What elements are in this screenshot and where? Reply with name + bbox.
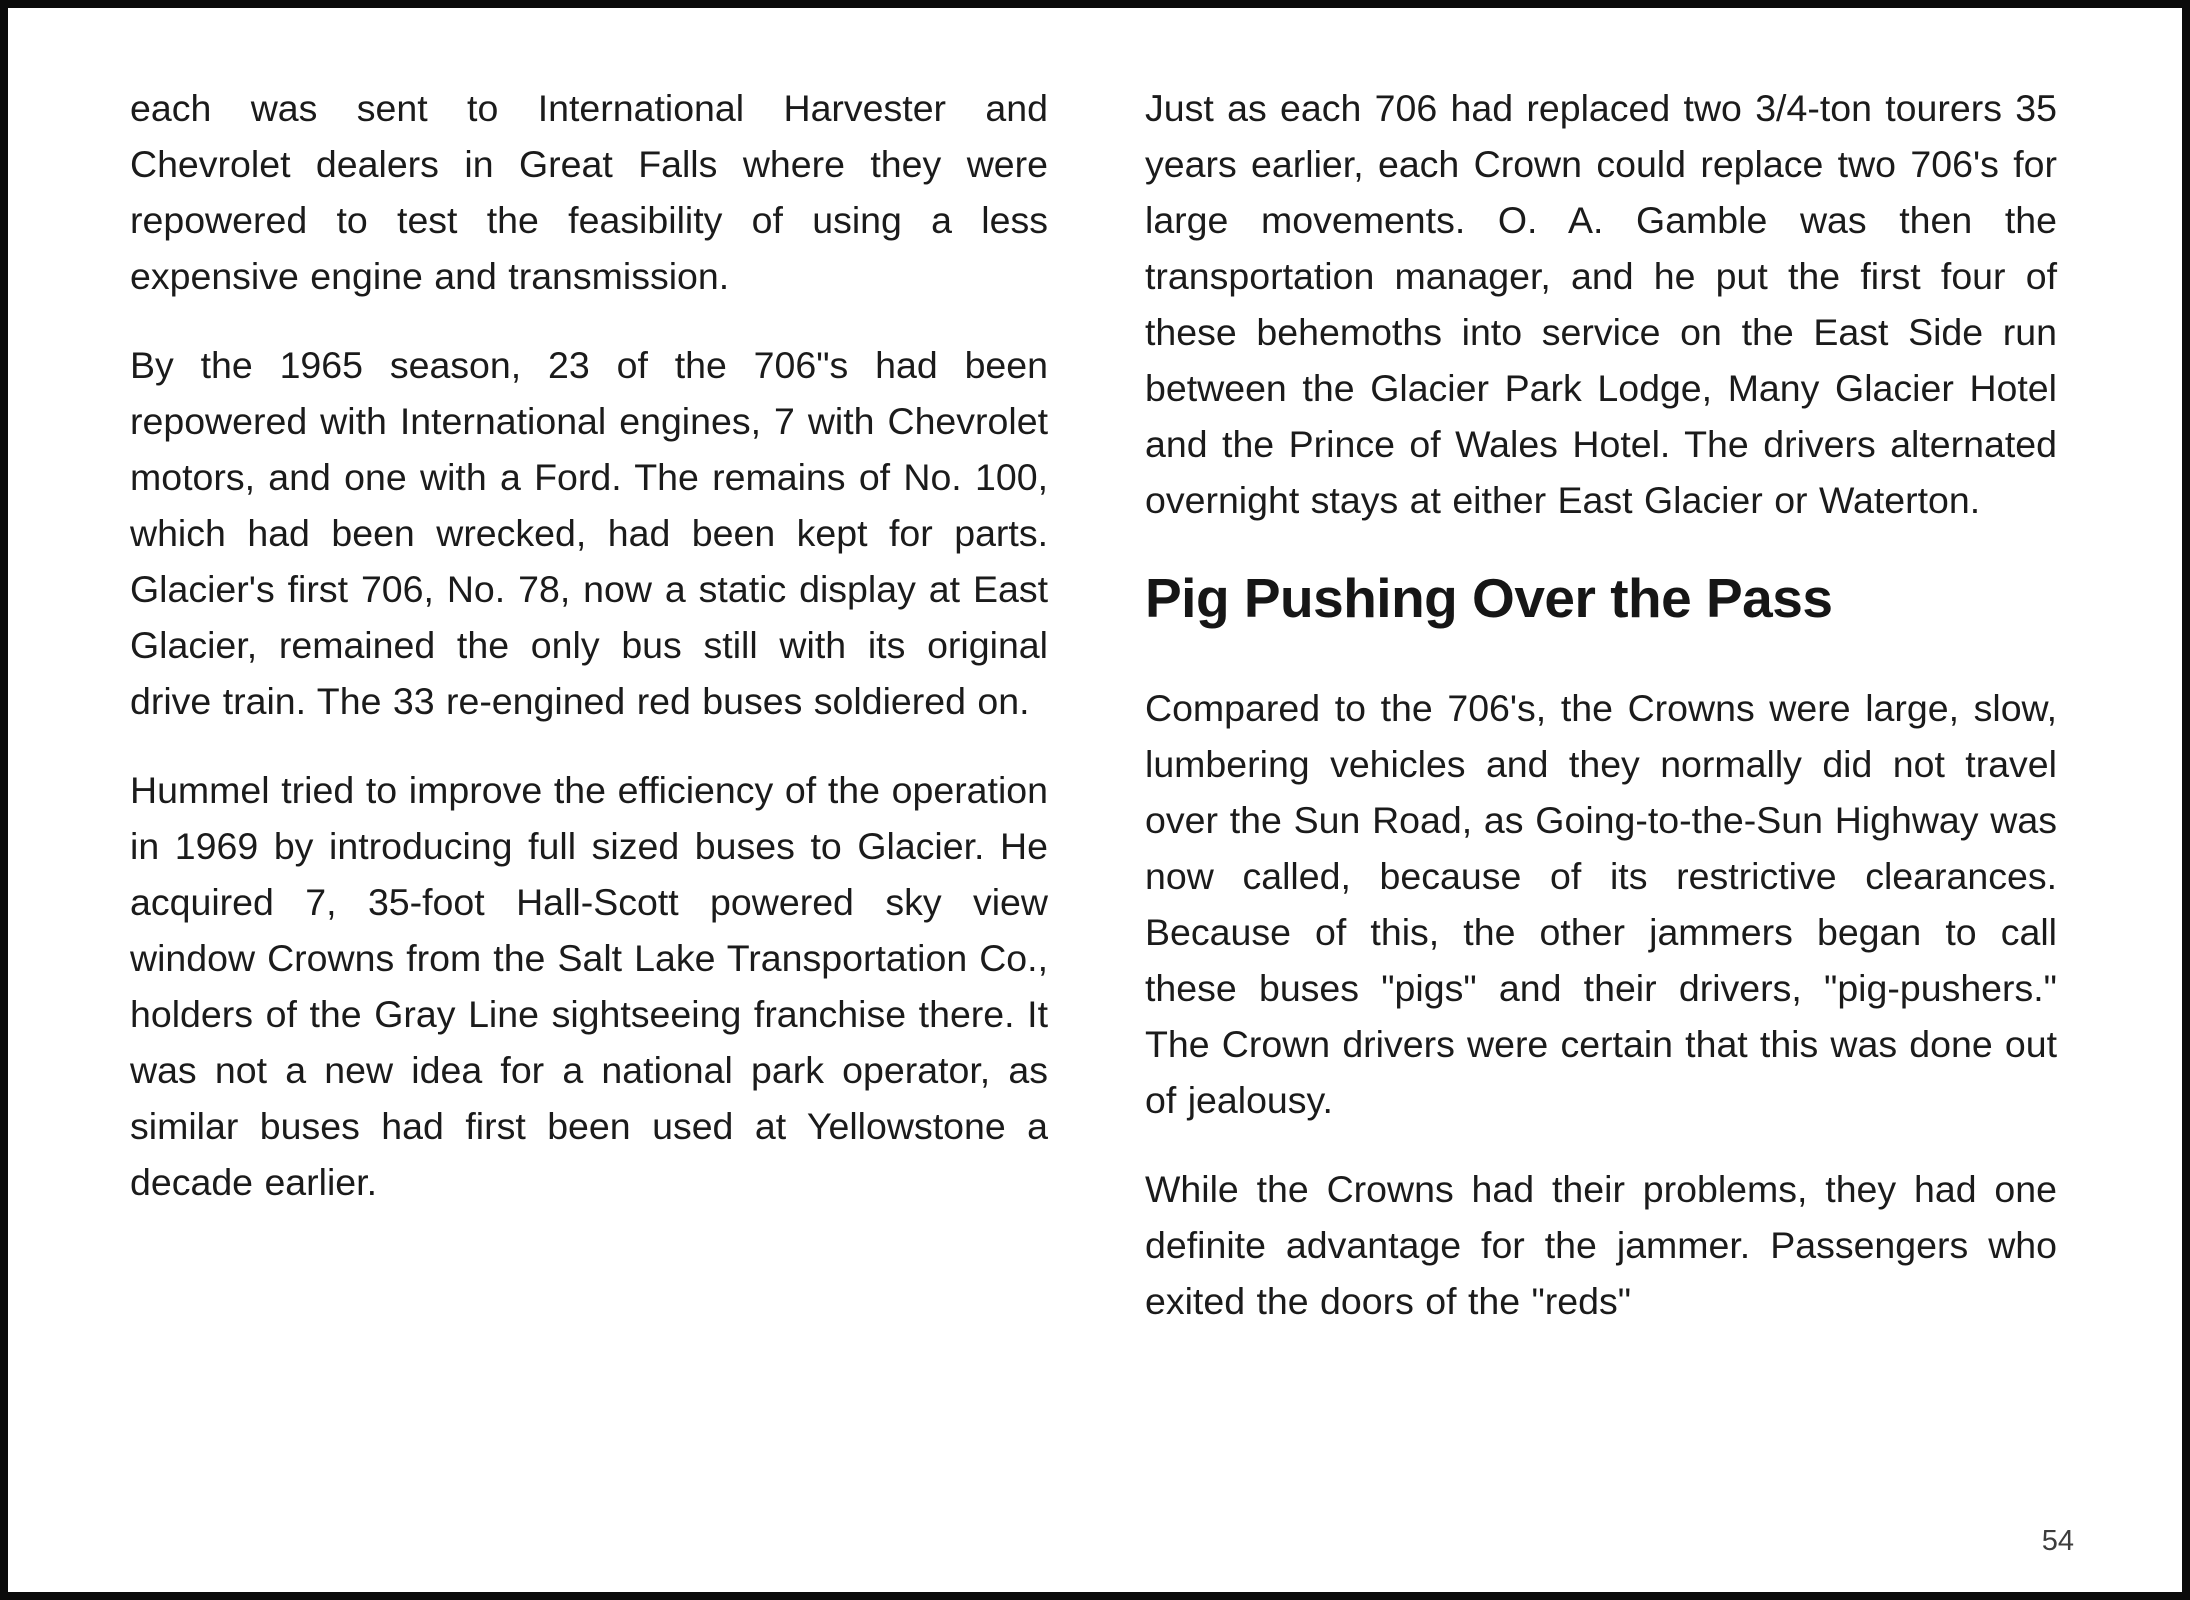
page-number: 54: [2041, 1525, 2074, 1557]
section-heading: Pig Pushing Over the Pass: [1145, 567, 1833, 629]
paragraph: each was sent to International Harvester and Chevrolet dealers in Great Falls where they were repowered to test the feasibility of using a less expensive engine and transmission.: [130, 87, 1048, 297]
left-column: [130, 80, 1048, 1329]
paragraph: By the 1965 season, 23 of the 706"s had been repowered with International engines, 7 with Chevrolet motors, and one with a Ford. The remains of No. 100, which had been wrecked, had been kept for parts. Glacier's first 706, No. 78, now a static display at East Glacier, remained the only bus still with its original drive train. The 33 re-engined red buses soldiered on.: [130, 344, 1048, 722]
paragraph: While the Crowns had their problems, they had one definite advantage for the jammer. Passengers who exited the doors of the "reds": [1145, 1168, 2057, 1322]
paragraph: Compared to the 706's, the Crowns were large, slow, lumbering vehicles and they normally did not travel over the Sun Road, as Going-to-the-Sun Highway was now called, because of its restrictive clearances. Because of this, the other jammers began to call these buses "pigs" and their drivers, "pig-pushers." The Crown drivers were certain that this was done out of jealousy.: [1145, 687, 2057, 1121]
right-column: [1145, 80, 2057, 1329]
paragraph: Hummel tried to improve the efficiency of the operation in 1969 by introducing full sized buses to Glacier. He acquired 7, 35-foot Hall-Scott powered sky view window Crowns from the Salt Lake Transportation Co., holders of the Gray Line sightseeing franchise there. It was not a new idea for a national park operator, as similar buses had first been used at Yellowstone a decade earlier.: [130, 769, 1048, 1203]
two-column-text-area: [130, 80, 2057, 1329]
paragraph: Just as each 706 had replaced two 3/4-ton tourers 35 years earlier, each Crown could replace two 706's for large movements. O. A. Gamble was then the transportation manager, and he put the first four of these behemoths into service on the East Side run between the Glacier Park Lodge, Many Glacier Hotel and the Prince of Wales Hotel. The drivers alternated overnight stays at either East Glacier or Waterton.: [1145, 87, 2057, 521]
